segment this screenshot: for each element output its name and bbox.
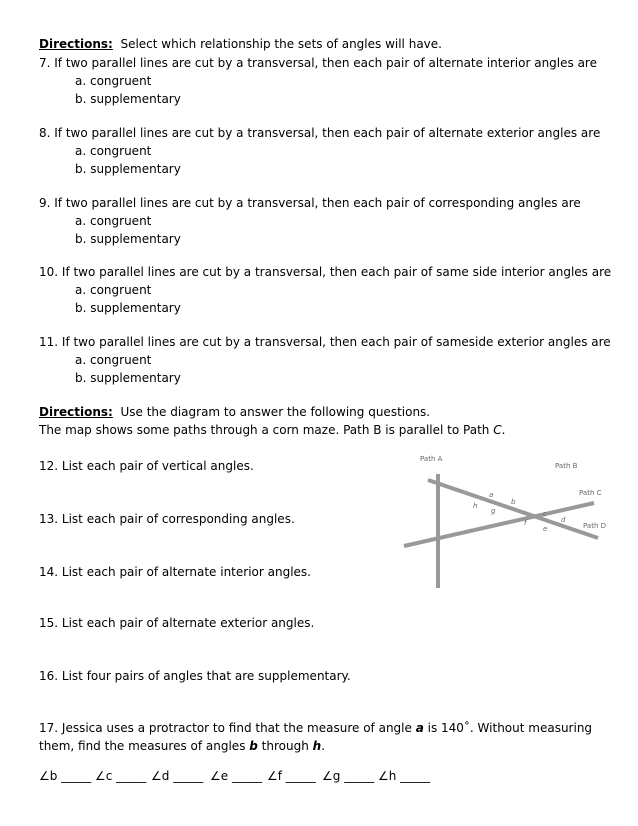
q17-text-1: 17. Jessica uses a protractor to find that the measure of angle (39, 721, 416, 735)
question-10-stem: 10. If two parallel lines are cut by a transversal, then each pair of same side interior angles are (39, 265, 612, 279)
directions-2 (39, 405, 430, 420)
question-7-option-b: b. supplementary (75, 92, 181, 106)
directions-text-2: Use the diagram to answer the following questions. (120, 405, 431, 419)
map-description (39, 423, 505, 438)
path-b-label: Path B (555, 462, 578, 470)
directions-heading-2: Directions: (39, 405, 113, 419)
angle-e-label: e (543, 525, 548, 533)
angle-g-label: g (491, 507, 496, 515)
question-11-option-b: b. supplementary (75, 371, 181, 385)
path-c-line (404, 503, 594, 546)
question-16: 16. List four pairs of angles that are supplementary. (39, 669, 351, 683)
q17-var-a: a (415, 721, 424, 735)
map-path-c: C (493, 423, 502, 437)
question-14: 14. List each pair of alternate interior angles. (39, 565, 311, 579)
directions-1 (39, 37, 442, 52)
question-17-line-2 (39, 739, 325, 754)
q17-text-5: . (321, 739, 326, 753)
question-7-option-a: a. congruent (75, 74, 152, 88)
angle-a-label: a (489, 491, 494, 499)
question-10-option-a: a. congruent (75, 283, 152, 297)
directions-text: Select which relationship the sets of angles will have. (120, 37, 442, 51)
question-8-option-b: b. supplementary (75, 162, 181, 176)
corn-maze-diagram (398, 450, 614, 594)
q17-var-b: b (249, 739, 258, 753)
q17-var-h: h (312, 739, 322, 753)
question-7-stem: 7. If two parallel lines are cut by a transversal, then each pair of alternate interior angles are (39, 56, 597, 70)
angle-c-label: c (543, 510, 547, 518)
question-17-line-1 (39, 721, 592, 736)
question-15: 15. List each pair of alternate exterior angles. (39, 616, 315, 630)
path-a-label: Path A (420, 455, 443, 463)
angle-b-label: b (511, 498, 516, 506)
q17-text-2: is 140˚. Without measuring (423, 721, 593, 735)
question-11-stem: 11. If two parallel lines are cut by a transversal, then each pair of sameside exterior angles are (39, 335, 611, 349)
q17-text-4: through (257, 739, 313, 753)
angle-h-label: h (473, 502, 478, 510)
directions-heading: Directions: (39, 37, 113, 51)
question-11-option-a: a. congruent (75, 353, 152, 367)
path-c-label: Path C (579, 489, 602, 497)
question-9-option-a: a. congruent (75, 214, 152, 228)
question-12: 12. List each pair of vertical angles. (39, 459, 254, 473)
question-8-option-a: a. congruent (75, 144, 152, 158)
answer-blank-h: ∠h _____ (378, 769, 431, 783)
map-text: The map shows some paths through a corn maze. Path B is parallel to Path (39, 423, 494, 437)
answer-blank-c: ∠c _____ (95, 769, 147, 783)
answer-blank-d: ∠d _____ (151, 769, 204, 783)
question-9-stem: 9. If two parallel lines are cut by a transversal, then each pair of corresponding angles are (39, 196, 581, 210)
path-d-label: Path D (583, 522, 606, 530)
answer-blank-e: ∠e _____ (210, 769, 262, 783)
map-text-end: . (501, 423, 506, 437)
question-10-option-b: b. supplementary (75, 301, 181, 315)
q17-text-3: them, find the measures of angles (39, 739, 250, 753)
question-8-stem: 8. If two parallel lines are cut by a transversal, then each pair of alternate exterior angles are (39, 126, 601, 140)
answer-blank-g: ∠g _____ (322, 769, 375, 783)
answer-blank-f: ∠f _____ (267, 769, 316, 783)
angle-f-label: f (524, 519, 527, 527)
answer-blank-b: ∠b _____ (39, 769, 92, 783)
angle-d-label: d (561, 516, 566, 524)
question-13: 13. List each pair of corresponding angles. (39, 512, 295, 526)
question-9-option-b: b. supplementary (75, 232, 181, 246)
